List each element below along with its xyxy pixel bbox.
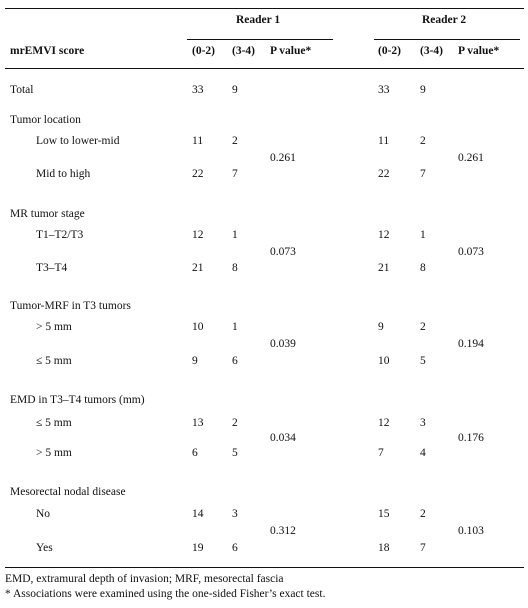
mrf-a-r2-low: 9 xyxy=(378,321,384,333)
mrf-b-r1-high: 6 xyxy=(232,355,238,367)
nodal-a-label: No xyxy=(36,508,51,520)
reader2-header: Reader 2 xyxy=(422,14,467,26)
nodal-a-r2-low: 15 xyxy=(378,508,390,520)
footnote-statistics: * Associations were examined using the one-sided Fisher’s exact test. xyxy=(5,588,326,600)
location-b-r1-low: 22 xyxy=(192,168,204,180)
location-b-r1-high: 7 xyxy=(232,168,238,180)
location-title: Tumor location xyxy=(10,114,81,126)
stage-b-r1-low: 21 xyxy=(192,262,204,274)
emd-b-r2-low: 7 xyxy=(378,447,384,459)
nodal-b-r2-low: 18 xyxy=(378,542,390,554)
mrf-a-r1-high: 1 xyxy=(232,321,238,333)
stage-a-r2-high: 1 xyxy=(420,229,426,241)
score-label: mrEMVI score xyxy=(10,45,85,57)
emd-a-r1-low: 13 xyxy=(192,417,204,429)
mrf-a-label: > 5 mm xyxy=(36,321,72,333)
emd-title: EMD in T3–T4 tumors (mm) xyxy=(10,394,145,406)
reader1-underline xyxy=(187,39,333,40)
mrf-b-r2-high: 5 xyxy=(420,355,426,367)
stage-b-r2-high: 8 xyxy=(420,262,426,274)
top-rule xyxy=(5,8,524,9)
mrf-b-r1-low: 9 xyxy=(192,355,198,367)
stage-a-r1-high: 1 xyxy=(232,229,238,241)
stage-b-r2-low: 21 xyxy=(378,262,390,274)
r1-col-low: (0-2) xyxy=(192,45,215,57)
stage-a-r1-low: 12 xyxy=(192,229,204,241)
location-b-r2-high: 7 xyxy=(420,168,426,180)
emd-p2: 0.176 xyxy=(458,432,484,444)
location-a-r1-low: 11 xyxy=(192,135,204,147)
header-bottom-rule xyxy=(5,68,524,69)
stage-a-label: T1–T2/T3 xyxy=(36,229,84,241)
emd-a-label: ≤ 5 mm xyxy=(36,417,72,429)
location-b-label: Mid to high xyxy=(36,168,91,180)
r1-col-high: (3-4) xyxy=(232,45,255,57)
reader1-header: Reader 1 xyxy=(236,14,281,26)
location-b-r2-low: 22 xyxy=(378,168,390,180)
mrf-p1: 0.039 xyxy=(270,338,296,350)
location-p1: 0.261 xyxy=(270,152,296,164)
location-a-r2-high: 2 xyxy=(420,135,426,147)
total-r2-high: 9 xyxy=(420,84,426,96)
stage-p2: 0.073 xyxy=(458,246,484,258)
nodal-b-label: Yes xyxy=(36,542,53,554)
nodal-a-r1-low: 14 xyxy=(192,508,204,520)
emd-a-r2-high: 3 xyxy=(420,417,426,429)
stage-title: MR tumor stage xyxy=(10,208,85,220)
location-a-r1-high: 2 xyxy=(232,135,238,147)
nodal-a-r2-high: 2 xyxy=(420,508,426,520)
total-label: Total xyxy=(10,84,34,96)
total-r1-high: 9 xyxy=(232,84,238,96)
emd-b-r1-high: 5 xyxy=(232,447,238,459)
emd-b-label: > 5 mm xyxy=(36,447,72,459)
stage-b-label: T3–T4 xyxy=(36,262,68,274)
mrf-b-r2-low: 10 xyxy=(378,355,390,367)
footnote-abbreviations: EMD, extramural depth of invasion; MRF, mesorectal fascia xyxy=(5,573,284,585)
emd-a-r2-low: 12 xyxy=(378,417,390,429)
total-r1-low: 33 xyxy=(192,84,204,96)
stage-a-r2-low: 12 xyxy=(378,229,390,241)
nodal-a-r1-high: 3 xyxy=(232,508,238,520)
mrf-a-r1-low: 10 xyxy=(192,321,204,333)
emd-p1: 0.034 xyxy=(270,432,296,444)
stage-p1: 0.073 xyxy=(270,246,296,258)
r2-col-p: P value* xyxy=(458,45,500,57)
emd-b-r1-low: 6 xyxy=(192,447,198,459)
total-r2-low: 33 xyxy=(378,84,390,96)
table-bottom-rule xyxy=(5,567,524,568)
mrf-b-label: ≤ 5 mm xyxy=(36,355,72,367)
r1-col-p: P value* xyxy=(270,45,312,57)
reader2-underline xyxy=(374,39,520,40)
mrf-p2: 0.194 xyxy=(458,338,484,350)
r2-col-high: (3-4) xyxy=(420,45,443,57)
stage-b-r1-high: 8 xyxy=(232,262,238,274)
location-a-label: Low to lower-mid xyxy=(36,135,120,147)
location-p2: 0.261 xyxy=(458,152,484,164)
emd-b-r2-high: 4 xyxy=(420,447,426,459)
location-a-r2-low: 11 xyxy=(378,135,390,147)
mrf-title: Tumor-MRF in T3 tumors xyxy=(10,300,131,312)
r2-col-low: (0-2) xyxy=(378,45,401,57)
nodal-b-r1-low: 19 xyxy=(192,542,204,554)
emd-a-r1-high: 2 xyxy=(232,417,238,429)
nodal-b-r1-high: 6 xyxy=(232,542,238,554)
nodal-b-r2-high: 7 xyxy=(420,542,426,554)
mrf-a-r2-high: 2 xyxy=(420,321,426,333)
nodal-p2: 0.103 xyxy=(458,525,484,537)
nodal-p1: 0.312 xyxy=(270,525,296,537)
nodal-title: Mesorectal nodal disease xyxy=(10,486,126,498)
